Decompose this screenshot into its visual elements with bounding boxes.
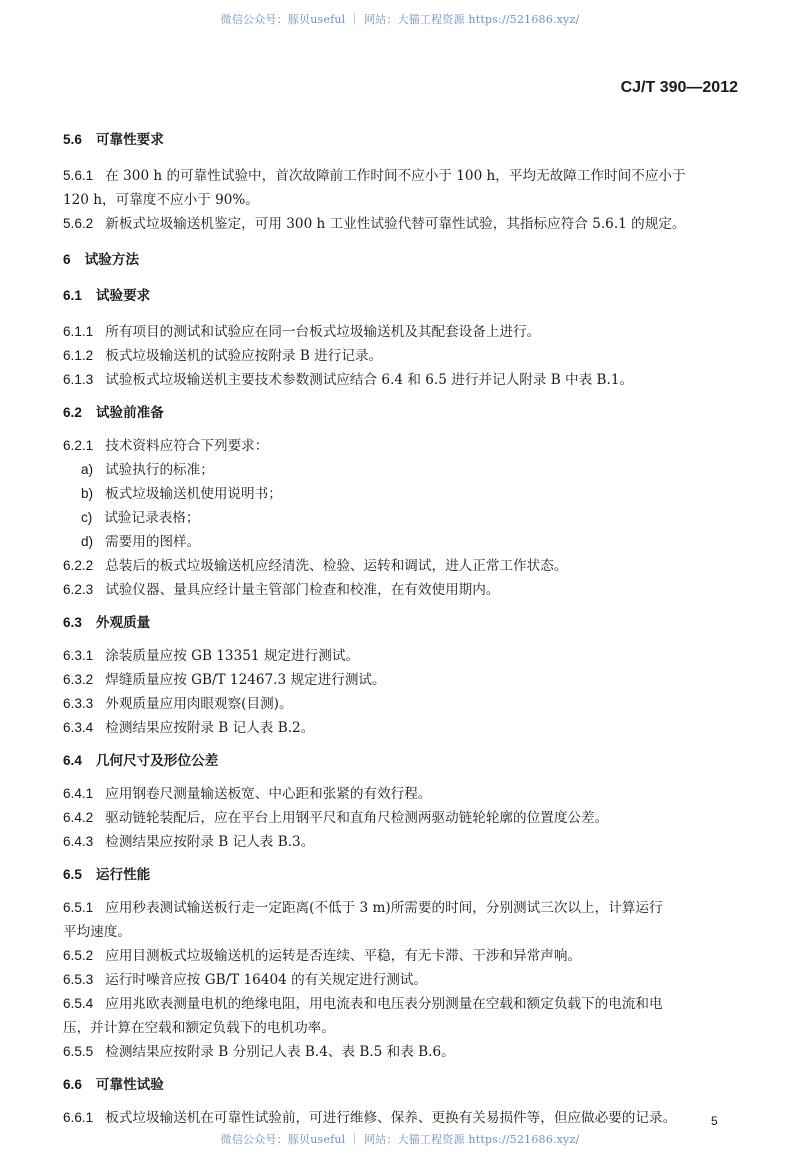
section-title: 几何尺寸及形位公差 [95, 753, 219, 769]
clause-number: 6.6.1 [63, 1110, 94, 1125]
clause-text: 外观质量应用肉眼观察(目测)。 [105, 696, 293, 712]
list-text: 板式垃圾输送机使用说明书； [105, 486, 282, 502]
clause-number: 6.4.2 [63, 810, 94, 825]
list-text: 试验执行的标准； [105, 462, 214, 478]
clause-number: 6.3.3 [63, 696, 94, 711]
section-number: 6.4 [63, 753, 82, 768]
clause-6-5-2 [63, 944, 743, 968]
clause-6-3-4 [63, 716, 743, 740]
clause-text: 板式垃圾输送机的试验应按附录 B 进行记录。 [105, 348, 383, 364]
clause-number: 6.5.2 [63, 948, 94, 963]
clause-number: 6.2.2 [63, 558, 94, 573]
clause-text: 应用目测板式垃圾输送机的运转是否连续、平稳，有无卡滞、干涉和异常声响。 [105, 948, 582, 964]
clause-text: 试验板式垃圾输送机主要技术参数测试应结合 6.4 和 6.5 进行并记人附录 B 中表 B.1。 [105, 372, 634, 388]
section-title: 可靠性试验 [95, 1077, 164, 1093]
clause-text: 应用兆欧表测量电机的绝缘电阻，用电流表和电压表分别测量在空载和额定负载下的电流和电 [105, 996, 663, 1012]
clause-6-1-3 [63, 368, 743, 392]
section-title: 试验前准备 [95, 405, 164, 421]
clause-6-2-1 [63, 434, 743, 458]
list-label: b) [81, 486, 94, 501]
clause-6-5-4-continuation: 压，并计算在空载和额定负载下的电机功率。 [63, 1020, 335, 1036]
section-heading-6-3 [63, 611, 743, 635]
clause-6-1-1 [63, 320, 743, 344]
section-number: 6.3 [63, 615, 82, 630]
section-heading-5-6 [63, 128, 743, 152]
clause-text: 检测结果应按附录 B 分别记人表 B.4、表 B.5 和表 B.6。 [105, 1044, 455, 1060]
list-text: 需要用的图样。 [105, 534, 201, 550]
clause-number: 6.4.1 [63, 786, 94, 801]
clause-number: 6.1.3 [63, 372, 94, 387]
clause-text: 技术资料应符合下列要求： [105, 438, 269, 454]
clause-text: 板式垃圾输送机在可靠性试验前，可进行维修、保养、更换有关易损件等，但应做必要的记录。 [105, 1110, 677, 1126]
list-label: d) [81, 534, 94, 549]
clause-number: 6.5.4 [63, 996, 94, 1011]
clause-text: 所有项目的测试和试验应在同一台板式垃圾输送机及其配套设备上进行。 [105, 324, 541, 340]
section-number: 6.5 [63, 867, 82, 882]
clause-6-3-2 [63, 668, 743, 692]
list-label: c) [81, 510, 93, 525]
watermark-bottom: 微信公众号：豚贝useful ｜ 网站：大猫工程资源 https://521686.xyz/ [220, 1133, 580, 1146]
list-item-a [63, 458, 743, 482]
clause-number: 6.2.1 [63, 438, 94, 453]
section-heading-6-4 [63, 749, 743, 773]
section-number: 5.6 [63, 132, 82, 147]
clause-6-2-2 [63, 554, 743, 578]
clause-number: 6.4.3 [63, 834, 94, 849]
clause-6-3-3 [63, 692, 743, 716]
clause-6-5-5 [63, 1040, 743, 1064]
clause-6-5-1 [63, 896, 743, 920]
page-number: 5 [711, 1114, 718, 1128]
clause-text: 焊缝质量应按 GB/T 12467.3 规定进行测试。 [105, 672, 386, 688]
section-heading-6-5 [63, 863, 743, 887]
clause-number: 5.6.1 [63, 168, 94, 183]
clause-text: 在 300 h 的可靠性试验中，首次故障前工作时间不应小于 100 h，平均无故障工作时间不应小于 [105, 168, 686, 184]
clause-text: 应用钢卷尺测量输送板宽、中心距和张紧的有效行程。 [105, 786, 432, 802]
clause-text: 驱动链轮装配后，应在平台上用钢平尺和直角尺检测两驱动链轮轮廓的位置度公差。 [105, 810, 609, 826]
section-heading-6-2 [63, 401, 743, 425]
chapter-number: 6 [63, 252, 71, 267]
section-heading-6-6 [63, 1073, 743, 1097]
document-body [63, 128, 743, 1130]
clause-number: 6.5.5 [63, 1044, 94, 1059]
clause-6-2-3 [63, 578, 743, 602]
section-title: 可靠性要求 [95, 132, 164, 148]
clause-text: 检测结果应按附录 B 记人表 B.3。 [105, 834, 315, 850]
list-text: 试验记录表格； [104, 510, 200, 526]
clause-text: 应用秒表测试输送板行走一定距离(不低于 3 m)所需要的时间，分别测试三次以上，计算运行 [105, 900, 663, 916]
clause-number: 6.3.1 [63, 648, 94, 663]
clause-number: 6.3.2 [63, 672, 94, 687]
clause-6-5-1-continuation: 平均速度。 [63, 924, 131, 940]
clause-6-4-3 [63, 830, 743, 854]
section-title: 试验要求 [95, 288, 151, 304]
clause-text: 新板式垃圾输送机鉴定，可用 300 h 工业性试验代替可靠性试验，其指标应符合 5.6.1 的规定。 [105, 216, 686, 232]
clause-text: 总装后的板式垃圾输送机应经清洗、检验、运转和调试，进人正常工作状态。 [105, 558, 568, 574]
section-number: 6.6 [63, 1077, 82, 1092]
clause-6-5-3 [63, 968, 743, 992]
clause-5-6-2 [63, 212, 743, 236]
clause-6-6-1 [63, 1106, 743, 1130]
standard-code: CJ/T 390—2012 [620, 79, 738, 96]
list-item-d [63, 530, 743, 554]
clause-number: 6.1.2 [63, 348, 94, 363]
clause-number: 5.6.2 [63, 216, 94, 231]
section-number: 6.1 [63, 288, 82, 303]
clause-number: 6.5.3 [63, 972, 94, 987]
clause-number: 6.5.1 [63, 900, 94, 915]
section-heading-6-1 [63, 284, 743, 308]
clause-number: 6.2.3 [63, 582, 94, 597]
chapter-title: 试验方法 [84, 252, 139, 268]
section-title: 运行性能 [95, 867, 151, 883]
clause-number: 6.1.1 [63, 324, 94, 339]
section-title: 外观质量 [95, 615, 151, 631]
clause-6-3-1 [63, 644, 743, 668]
list-item-c [63, 506, 743, 530]
list-label: a) [81, 462, 94, 477]
clause-text: 试验仪器、量具应经计量主管部门检查和校准，在有效使用期内。 [105, 582, 500, 598]
section-number: 6.2 [63, 405, 82, 420]
clause-5-6-1-continuation: 120 h，可靠度不应小于 90%。 [63, 192, 259, 208]
watermark-top: 微信公众号：豚贝useful ｜ 网站：大猫工程资源 https://521686.xyz/ [220, 13, 580, 26]
clause-6-4-1 [63, 782, 743, 806]
clause-6-1-2 [63, 344, 743, 368]
clause-text: 涂装质量应按 GB 13351 规定进行测试。 [105, 648, 360, 664]
clause-6-4-2 [63, 806, 743, 830]
clause-number: 6.3.4 [63, 720, 94, 735]
list-item-b [63, 482, 743, 506]
clause-6-5-4 [63, 992, 743, 1016]
clause-text: 检测结果应按附录 B 记人表 B.2。 [105, 720, 315, 736]
clause-text: 运行时噪音应按 GB/T 16404 的有关规定进行测试。 [105, 972, 428, 988]
clause-5-6-1 [63, 164, 743, 188]
chapter-heading-6 [63, 248, 743, 272]
